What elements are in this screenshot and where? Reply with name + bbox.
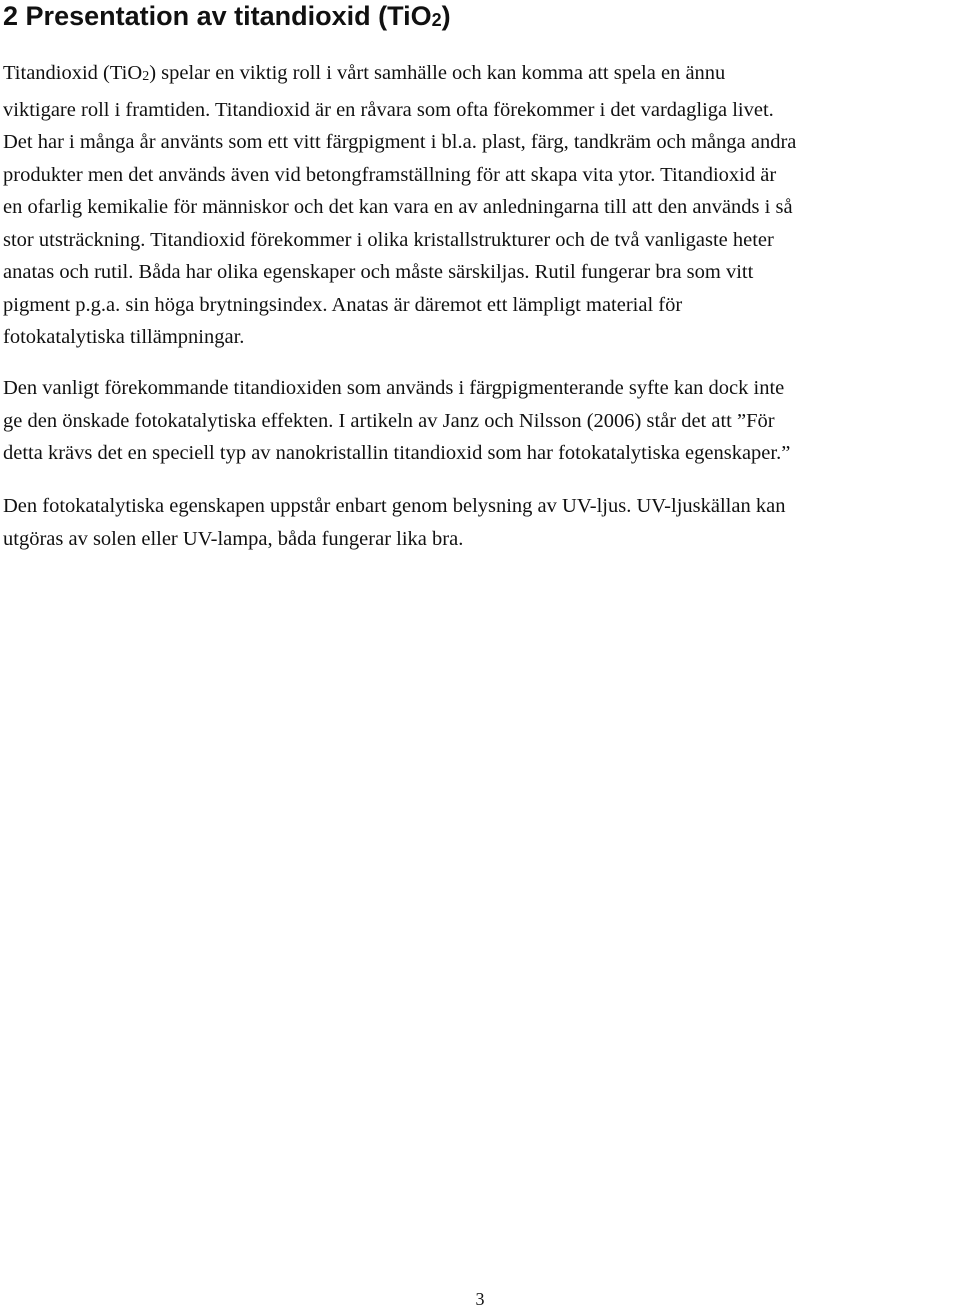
paragraph-line: produkter men det används även vid betongframställning för att skapa vita ytor. Titandioxid är	[3, 163, 777, 186]
paragraph-uv-light	[3, 490, 959, 555]
section-title-close: )	[441, 1, 451, 31]
paragraph-line: ge den önskade fotokatalytiska effekten. I artikeln av Janz och Nilsson (2006) står det att ”För	[3, 409, 775, 432]
paragraph-line: stor utsträckning. Titandioxid förekommer i olika kristallstrukturer och de två vanligaste heter	[3, 228, 774, 251]
section-number: 2	[3, 1, 19, 31]
paragraph-line: utgöras av solen eller UV-lampa, båda fungerar lika bra.	[3, 527, 464, 550]
paragraph-line: anatas och rutil. Båda har olika egenskaper och måste särskiljas. Rutil fungerar bra som vitt	[3, 261, 754, 283]
paragraph-line: viktigare roll i framtiden. Titandioxid är en råvara som ofta förekommer i det vardagliga livet.	[3, 98, 774, 121]
paragraph-intro	[3, 57, 959, 354]
section-title-subscript: 2	[431, 10, 442, 30]
page-number: 3	[475, 1289, 485, 1309]
paragraph-line: detta krävs det en speciell typ av nanokristallin titandioxid som har fotokatalytiska egenskaper.”	[3, 442, 791, 464]
line-text: ) spelar en viktig roll i vårt samhälle och kan komma att spela en ännu	[149, 62, 726, 84]
paragraph-line: Det har i många år använts som ett vitt färgpigment i bl.a. plast, färg, tandkräm och många andra	[3, 131, 797, 153]
paragraph-line: Den fotokatalytiska egenskapen uppstår enbart genom belysning av UV-ljus. UV-ljuskällan kan	[3, 495, 786, 517]
paragraph-photocatalytic	[3, 372, 959, 470]
paragraph-line: Den vanligt förekommande titandioxiden som används i färgpigmenterande syfte kan dock inte	[3, 377, 785, 399]
tio2-subscript: 2	[142, 69, 150, 84]
paragraph-line: fotokatalytiska tillämpningar.	[3, 326, 245, 348]
paragraph-line: en ofarlig kemikalie för människor och det kan vara en av anledningarna till att den används i så	[3, 196, 793, 218]
section-title: Presentation av titandioxid (TiO	[25, 1, 432, 31]
line-text: Titandioxid (TiO	[3, 62, 143, 84]
paragraph-line: pigment p.g.a. sin höga brytningsindex. Anatas är däremot ett lämpligt material för	[3, 293, 683, 316]
paragraph-line	[3, 57, 959, 94]
section-heading	[3, 0, 451, 38]
